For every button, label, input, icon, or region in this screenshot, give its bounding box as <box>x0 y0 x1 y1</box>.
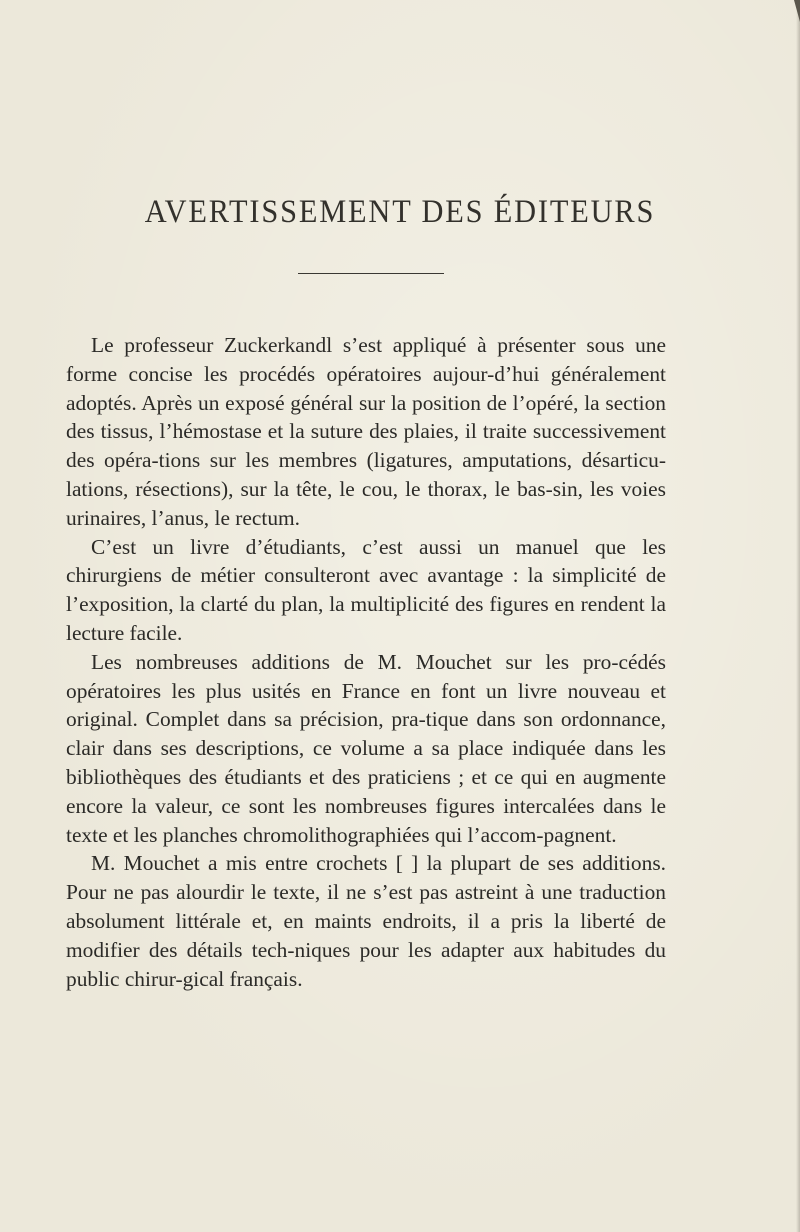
page-title: AVERTISSEMENT DES ÉDITEURS <box>144 194 656 230</box>
paragraph-3: Les nombreuses additions de M. Mouchet sur les pro-cédés opératoires les plus usités en France en font un livre nouveau et original. Complet dans sa précision, pra-tique dans son ordonnance, clair dans ses descriptions, ce volume a sa place indiquée dans les bibliothèques des étudiants et des praticiens ; et ce qui en augmente encore la valeur, ce sont les nombreuses figures intercalées dans le texte et les planches chromolithographiées qui l’accom-pagnent. <box>66 649 666 847</box>
paragraph-2: C’est un livre d’étudiants, c’est aussi un manuel que les chirurgiens de métier consulteront avec avantage : la simplicité de l’exposition, la clarté du plan, la multiplicité des figures en rendent la lecture facile. <box>66 534 666 645</box>
page-edge-shadow <box>796 0 800 1232</box>
title-divider <box>298 273 444 274</box>
paragraph-1: Le professeur Zuckerkandl s’est appliqué à présenter sous une forme concise les procédés opératoires aujour-d’hui généralement adoptés. Après un exposé général sur la position de l’opéré, la section des tissus, l’hémostase et la suture des plaies, il traite successivement des opéra-tions sur les membres (ligatures, amputations, désarticu-lations, résections), sur la tête, le cou, le thorax, le bas-sin, les voies urinaires, l’anus, le rectum. <box>66 333 666 530</box>
body-text <box>66 331 666 993</box>
paragraph-4: M. Mouchet a mis entre crochets [ ] la plupart de ses additions. Pour ne pas alourdir le texte, il ne s’est pas astreint à une traduction absolument littérale et, en maints endroits, il a pris la liberté de modifier des détails tech-niques pour les adapter aux habitudes du public chirur-gical français. <box>66 851 666 991</box>
